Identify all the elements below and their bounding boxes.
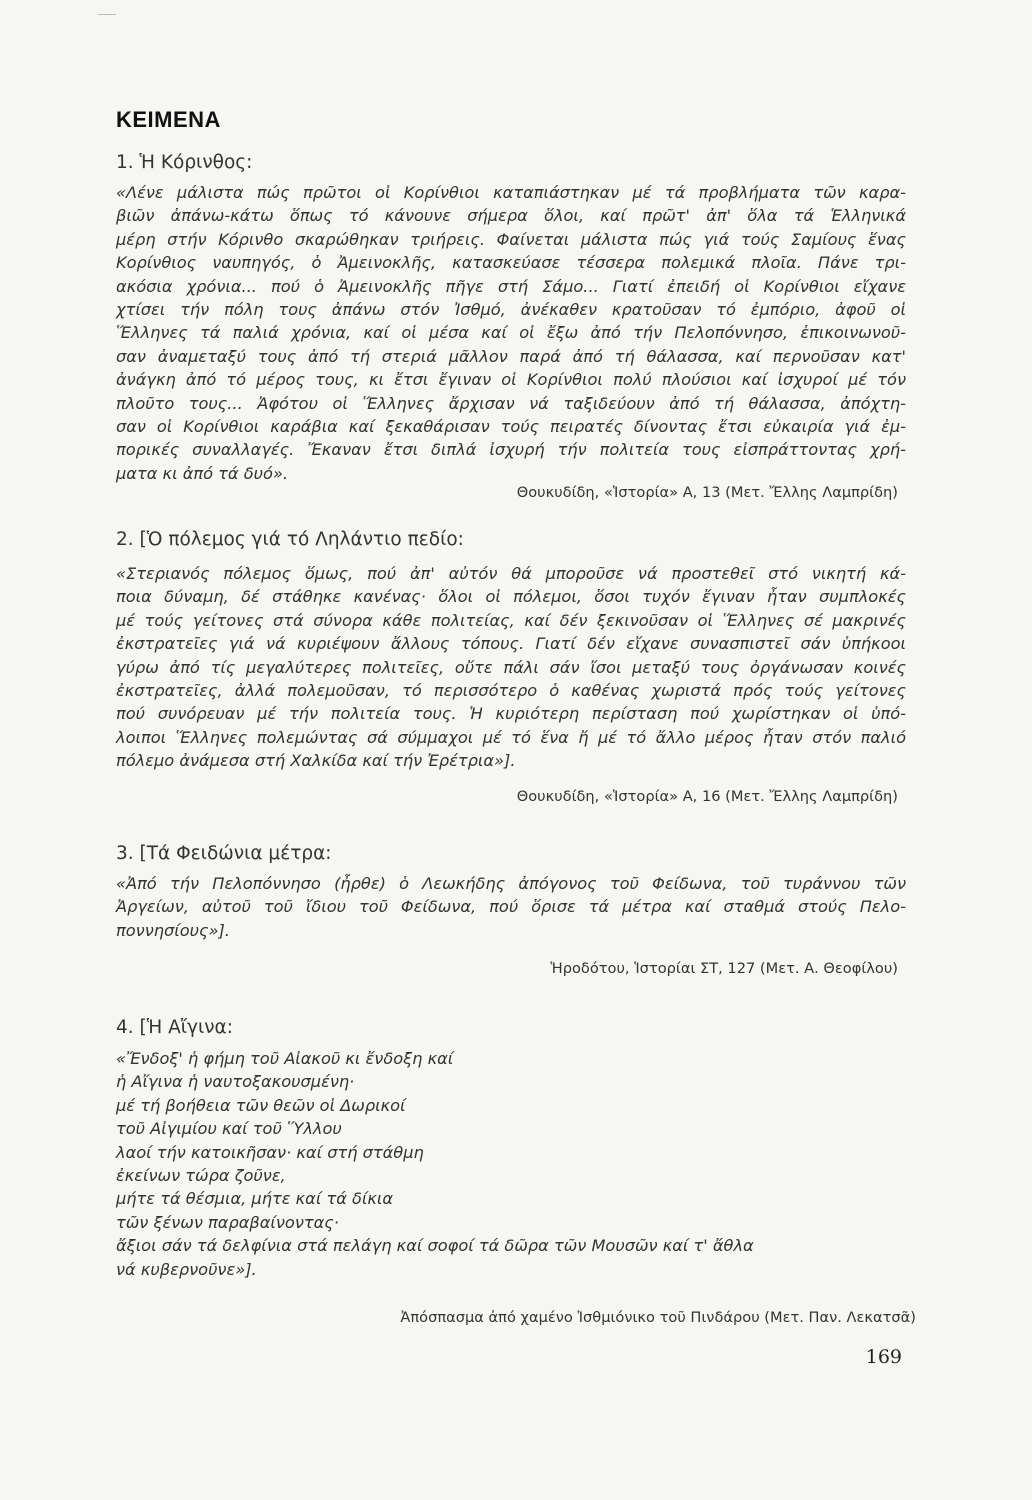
citation: Θουκυδίδη, «Ἱστορία» Α, 13 (Μετ. Ἔλλης Λαμπρίδη) bbox=[516, 484, 898, 501]
poem-line: «Ἔνδοξ' ἡ φήμη τοῦ Αἰακοῦ κι ἔνδοξη καί bbox=[116, 1049, 454, 1068]
text-line: πόλεμο ἀνάμεσα στή Χαλκίδα καί τήν Ἐρέτρια»]. bbox=[116, 751, 516, 771]
text-line: «Στεριανός πόλεμος ὅμως, πού ἀπ' αὐτόν θά μποροῦσε νά προστεθεῖ στό νικητή κά- bbox=[116, 564, 906, 583]
poem-line: νά κυβερνοῦνε»]. bbox=[116, 1259, 257, 1279]
text-line: λοιποι Ἕλληνες πολεμώντας σά σύμμαχοι μέ τό ἕνα ἤ μέ τό ἄλλο μέρος ἦταν στόν παλιό bbox=[116, 727, 906, 747]
text-line: «Ἀπό τήν Πελοπόννησο (ἦρθε) ὁ Λεωκήδης ἀπόγονος τοῦ Φείδωνα, τοῦ τυράννου τῶν bbox=[116, 874, 906, 893]
scan-mark bbox=[98, 14, 116, 15]
text-line: σαν ἀναμεταξύ τους ἀπό τή στεριά μᾶλλον παρά ἀπό τή θάλασσα, καί περνοῦσαν κατ' bbox=[116, 346, 906, 366]
poem-line: λαοί τήν κατοικῆσαν· καί στή στάθμη bbox=[116, 1142, 424, 1162]
page-number: 169 bbox=[865, 1346, 902, 1368]
section-text bbox=[116, 872, 906, 942]
text-line: χτίσει τήν πόλη τους ἀπάνω στόν Ἰσθμό, ἀνέκαθεν κρατοῦσαν τό ἐμπόριο, ἀφοῦ οἱ bbox=[116, 300, 906, 320]
citation: Ἡροδότου, Ἱστορίαι ΣΤ, 127 (Μετ. Α. Θεοφίλου) bbox=[550, 960, 898, 977]
text-line: Ἕλληνες τά παλιά χρόνια, καί οἱ μέσα καί οἱ ἔξω ἀπό τήν Πελοπόννησο, ἐπικοινωνοῦ- bbox=[116, 323, 906, 343]
text-line: βιῶν ἀπάνω-κάτω ὅπως τό κάνουνε σήμερα ὅλοι, καί πρῶτ' ἀπ' ὅλα τά Ἑλληνικά bbox=[116, 206, 906, 226]
text-line: ἐκστρατεῖες γιά νά κυριέψουν ἄλλους τόπους. Γιατί δέν εἴχανε συνασπιστεῖ σάν ὑπήκοοι bbox=[116, 634, 906, 654]
poem-line: μήτε τά θέσμια, μήτε καί τά δίκια bbox=[116, 1189, 394, 1209]
poem-line: ἡ Αἴγινα ἡ ναυτοξακουσμένη· bbox=[116, 1072, 355, 1092]
section-text bbox=[116, 181, 906, 485]
section-text bbox=[116, 562, 906, 773]
text-line: «Λένε μάλιστα πώς πρῶτοι οἱ Κορίνθιοι καταπιάστηκαν μέ τά προβλήματα τῶν καρα- bbox=[116, 183, 906, 202]
section-title: 2. [Ὁ πόλεμος γιά τό Ληλάντιο πεδίο: bbox=[116, 529, 464, 550]
text-line: μέ τούς γείτονες στά σύνορα κάθε πολιτείας, καί δέν ξεκινοῦσαν οἱ Ἕλληνες σέ μακρινές bbox=[116, 610, 906, 630]
text-line: ἀνάγκη ἀπό τό μέρος τους, κι ἔτσι ἔγιναν οἱ Κορίνθιοι πολύ πλούσιοι καί ἰσχυροί μέ τόν bbox=[116, 370, 906, 390]
poem-line: ἐκείνων τώρα ζοῦνε, bbox=[116, 1166, 286, 1186]
poem-text bbox=[116, 1047, 754, 1281]
text-line: Ἀργείων, αὐτοῦ τοῦ ἴδιου τοῦ Φείδωνα, πού ὅρισε τά μέτρα καί σταθμά στούς Πελο- bbox=[116, 897, 906, 917]
poem-line: τοῦ Αἰγιμίου καί τοῦ Ὕλλου bbox=[116, 1119, 342, 1139]
text-line: ακόσια χρόνια... πού ὁ Ἀμεινοκλῆς πῆγε στή Σάμο... Γιατί ἐπειδή οἱ Κορίνθιοι εἴχανε bbox=[116, 276, 906, 296]
poem-line: ἄξιοι σάν τά δελφίνια στά πελάγη καί σοφοί τά δῶρα τῶν Μουσῶν καί τ' ἄθλα bbox=[116, 1236, 754, 1256]
text-line: πλοῦτο τους... Ἀφότου οἱ Ἕλληνες ἄρχισαν νά ταξιδεύουν ἀπό τή θάλασσα, ἀπόχτη- bbox=[116, 393, 906, 413]
text-line: ματα κι ἀπό τά δυό». bbox=[116, 463, 289, 483]
text-line: ἐκστρατεῖες, ἀλλά πολεμοῦσαν, τό περισσότερο ὁ καθένας χωριστά πρός τούς γείτονες bbox=[116, 681, 906, 701]
text-line: Κορίνθιος ναυπηγός, ὁ Ἀμεινοκλῆς, κατασκεύασε τέσσερα πολεμικά πλοῖα. Πάνε τρι- bbox=[116, 253, 906, 273]
poem-line: τῶν ξένων παραβαίνοντας· bbox=[116, 1212, 339, 1232]
section-title: 1. Ἡ Κόρινθος: bbox=[116, 152, 253, 173]
citation: Θουκυδίδη, «Ἱστορία» Α, 16 (Μετ. Ἔλλης Λαμπρίδη) bbox=[516, 788, 898, 805]
text-line: σαν οἱ Κορίνθιοι καράβια καί ξεκαθάρισαν τούς πειρατές δίνοντας ἔτσι εὐκαιρία γιά ἐμ- bbox=[116, 417, 906, 437]
text-line: μέρη στήν Κόρινθο σκαρώθηκαν τριήρεις. Φαίνεται μάλιστα πώς γιά τούς Σαμίους ἕνας bbox=[116, 229, 906, 249]
poem-line: μέ τή βοήθεια τῶν θεῶν οἱ Δωρικοί bbox=[116, 1095, 406, 1115]
text-line: γύρω ἀπό τίς μεγαλύτερες πολιτεῖες, οὔτε πάλι σάν ἴσοι μεταξύ τους ὀργάνωσαν κοινές bbox=[116, 657, 906, 677]
text-line: ποια δύναμη, δέ στάθηκε κανένας· ὅλοι οἱ πόλεμοι, ὅσοι τυχόν ἔγιναν ἦταν συμπλοκές bbox=[116, 587, 906, 607]
text-line: ποννησίους»]. bbox=[116, 920, 230, 940]
page-heading: ΚΕΙΜΕΝΑ bbox=[116, 107, 221, 132]
section-title: 3. [Τά Φειδώνια μέτρα: bbox=[116, 843, 332, 864]
citation: Ἀπόσπασμα ἀπό χαμένο Ἰσθμιόνικο τοῦ Πινδάρου (Μετ. Παν. Λεκατσᾶ) bbox=[400, 1309, 916, 1326]
section-title: 4. [Ἡ Αἴγινα: bbox=[116, 1017, 233, 1038]
text-line: πορικές συναλλαγές. Ἔκαναν ἔτσι διπλά ἰσχυρή τήν πολιτεία τους εἰσπράττοντας χρή- bbox=[116, 440, 906, 460]
text-line: πού συνόρευαν μέ τήν πολιτεία τους. Ἡ κυριότερη περίσταση πού χωρίστηκαν οἱ ὑπό- bbox=[116, 704, 906, 724]
